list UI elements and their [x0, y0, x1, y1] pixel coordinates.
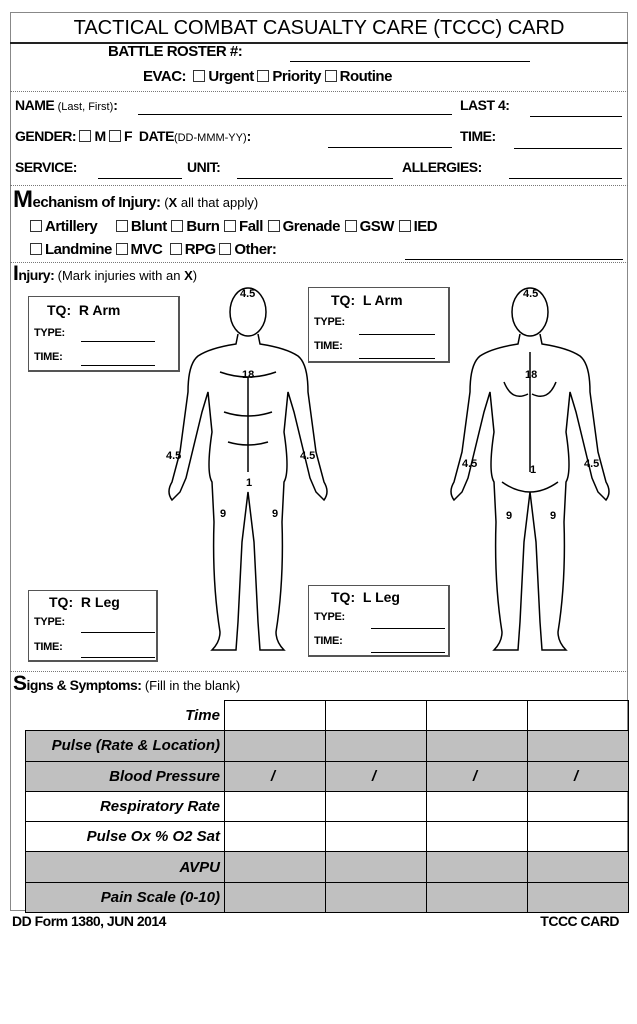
option-blunt[interactable] [116, 218, 167, 235]
cell[interactable]: / [225, 761, 326, 791]
checkbox[interactable] [116, 220, 128, 232]
gender-m-checkbox[interactable] [79, 130, 91, 142]
cell[interactable] [326, 852, 427, 882]
tq-time-field[interactable] [371, 652, 445, 653]
pct-left-arm: 4.5 [300, 450, 316, 462]
pct-arm-back-right: 4.5 [584, 458, 600, 470]
row-label: Blood Pressure [26, 761, 225, 791]
checkbox[interactable] [399, 220, 411, 232]
cell[interactable] [225, 791, 326, 821]
heading-hint: (Mark injuries with an [57, 268, 181, 283]
table-row [26, 761, 629, 791]
tq-type-field[interactable] [359, 334, 435, 335]
pct-arm-back-left: 4.5 [462, 458, 478, 470]
heading-text: njury: [18, 267, 55, 283]
checkbox[interactable] [257, 70, 269, 82]
last4-label: LAST 4: [460, 97, 510, 113]
option-grenade[interactable] [268, 218, 340, 235]
tq-label: TQ: R Arm [47, 302, 121, 318]
row-label: Respiratory Rate [26, 791, 225, 821]
time-label: TIME: [34, 351, 63, 363]
gender-label: GENDER: [15, 128, 77, 144]
option-label: Burn [186, 218, 220, 235]
evac-row [143, 68, 392, 85]
cell[interactable] [225, 731, 326, 761]
cell[interactable] [427, 852, 528, 882]
row-label: AVPU [26, 852, 225, 882]
table-row [26, 731, 629, 761]
checkbox[interactable] [268, 220, 280, 232]
vitals-table [25, 700, 629, 913]
pct-torso-back: 18 [525, 369, 538, 381]
card-title: TACTICAL COMBAT CASUALTY CARE (TCCC) CARD [10, 12, 628, 44]
cell[interactable] [326, 822, 427, 852]
option-gsw[interactable] [345, 218, 394, 235]
option-label: Routine [339, 68, 392, 85]
table-row [26, 882, 629, 912]
gender-m-label: M [94, 128, 106, 144]
option-mvc[interactable] [116, 241, 163, 258]
tq-time-field[interactable] [81, 365, 155, 366]
checkbox[interactable] [224, 220, 236, 232]
tq-type-field[interactable] [81, 341, 155, 342]
evac-label: EVAC: [143, 68, 187, 85]
tq-label: TQ: L Arm [331, 292, 403, 308]
cell[interactable] [225, 822, 326, 852]
option-label: Urgent [208, 68, 254, 85]
type-label: TYPE: [34, 616, 65, 628]
checkbox[interactable] [193, 70, 205, 82]
tq-r-arm-box [28, 296, 180, 372]
injury-heading: Injury: (Mark injuries with an X) [13, 262, 198, 285]
service-label: SERVICE: [15, 159, 77, 175]
battle-roster-field[interactable] [290, 61, 530, 62]
tq-label: TQ: L Leg [331, 589, 400, 605]
checkbox[interactable] [325, 70, 337, 82]
table-row [26, 822, 629, 852]
heading-hint: (Fill in the blank) [144, 678, 241, 693]
time-label: TIME: [314, 635, 343, 647]
cell[interactable] [427, 791, 528, 821]
pct-right-arm: 4.5 [166, 450, 182, 462]
tq-time-field[interactable] [81, 657, 155, 658]
pct-torso-front: 18 [242, 369, 255, 381]
option-label: Landmine [45, 241, 112, 258]
mechanism-options-row2 [30, 241, 276, 258]
option-label: Blunt [130, 218, 167, 235]
gender-f-label: F [124, 128, 133, 144]
checkbox[interactable] [171, 220, 183, 232]
cell[interactable] [225, 882, 326, 912]
signs-heading [13, 672, 240, 696]
heading-hint: all that apply) [180, 195, 259, 210]
other-field[interactable] [405, 259, 623, 260]
cell[interactable]: / [427, 761, 528, 791]
gender-row: GENDER: M F DATE(DD-MMM-YY): [15, 128, 251, 144]
divider [10, 91, 628, 92]
allergies-label: ALLERGIES: [402, 159, 482, 175]
option-artillery[interactable] [30, 218, 97, 235]
option-other[interactable] [219, 241, 276, 258]
tq-type-field[interactable] [371, 628, 445, 629]
option-label: IED [413, 218, 438, 235]
row-label: Time [26, 701, 225, 731]
pct-leg-back-left: 9 [506, 510, 513, 522]
option-label: Priority [272, 68, 321, 85]
evac-routine[interactable] [325, 68, 392, 85]
option-landmine[interactable] [30, 241, 112, 258]
cell[interactable] [427, 731, 528, 761]
row-label: Pulse (Rate & Location) [26, 731, 225, 761]
type-label: TYPE: [314, 611, 345, 623]
gender-f-checkbox[interactable] [109, 130, 121, 142]
name-field[interactable] [138, 114, 452, 115]
option-label: Other: [234, 241, 277, 258]
battle-roster-label: BATTLE ROSTER #: [108, 43, 243, 60]
footer-card-label: TCCC CARD [540, 913, 619, 929]
pct-head-back: 4.5 [523, 288, 539, 300]
time-label: TIME: [34, 641, 63, 653]
tq-l-arm-box [308, 287, 450, 363]
name-label: NAME (Last, First): [15, 97, 118, 113]
pct-head-front: 4.5 [240, 288, 256, 300]
checkbox[interactable] [116, 243, 128, 255]
table-row [26, 852, 629, 882]
cell[interactable] [528, 791, 629, 821]
date-field[interactable] [328, 147, 452, 148]
time-label: TIME: [460, 128, 496, 144]
pct-groin: 1 [246, 477, 253, 489]
cell[interactable] [326, 791, 427, 821]
option-label: Grenade [282, 218, 340, 235]
checkbox[interactable] [345, 220, 357, 232]
tq-type-field[interactable] [81, 632, 155, 633]
body-back-diagram[interactable] [432, 282, 632, 672]
evac-priority[interactable] [257, 68, 321, 85]
last4-field[interactable] [530, 116, 622, 117]
mechanism-options-row1 [30, 218, 437, 235]
option-label: Artillery [45, 218, 98, 235]
cell[interactable]: / [528, 761, 629, 791]
name-hint: (Last, First) [57, 101, 114, 113]
cell[interactable] [225, 852, 326, 882]
x-mark: X [168, 195, 178, 210]
tq-label: TQ: R Leg [49, 594, 120, 610]
checkbox[interactable] [170, 243, 182, 255]
cell[interactable] [326, 882, 427, 912]
tq-l-leg-box [308, 585, 450, 657]
cell[interactable] [427, 701, 528, 731]
form-number: DD Form 1380, JUN 2014 [12, 913, 166, 929]
cell[interactable] [427, 882, 528, 912]
cell[interactable] [528, 882, 629, 912]
pct-leg-back-right: 9 [550, 510, 557, 522]
type-label: TYPE: [34, 327, 65, 339]
cell[interactable] [326, 731, 427, 761]
option-label: MVC [130, 241, 163, 258]
option-label: Fall [239, 218, 263, 235]
pct-right-leg: 9 [220, 508, 227, 520]
cell[interactable] [528, 852, 629, 882]
option-rpg[interactable] [170, 241, 216, 258]
heading-initial: S [13, 672, 27, 695]
cell[interactable] [326, 701, 427, 731]
option-burn[interactable] [171, 218, 219, 235]
cell[interactable] [528, 701, 629, 731]
unit-field[interactable] [237, 178, 393, 179]
type-label: TYPE: [314, 316, 345, 328]
cell[interactable] [427, 822, 528, 852]
cell[interactable] [225, 701, 326, 731]
option-label: RPG [184, 241, 216, 258]
heading-initial: M [13, 186, 33, 213]
row-label: Pulse Ox % O2 Sat [26, 822, 225, 852]
cell[interactable] [528, 731, 629, 761]
mechanism-heading: Mechanism of Injury: (X all that apply) [13, 186, 259, 213]
checkbox[interactable] [30, 220, 42, 232]
tq-r-leg-box [28, 590, 158, 662]
table-row [26, 701, 629, 731]
time-field[interactable] [514, 148, 622, 149]
allergies-field[interactable] [509, 178, 622, 179]
row-label: Pain Scale (0-10) [26, 882, 225, 912]
table-row [26, 791, 629, 821]
service-field[interactable] [98, 178, 182, 179]
cell[interactable] [528, 822, 629, 852]
heading-text: igns & Symptoms: [26, 677, 142, 693]
checkbox[interactable] [30, 243, 42, 255]
option-label: GSW [359, 218, 394, 235]
pct-left-leg: 9 [272, 508, 279, 520]
option-ied[interactable] [399, 218, 438, 235]
heading-text: echanism of Injury: [32, 194, 161, 211]
x-mark: X [184, 268, 193, 283]
time-label: TIME: [314, 340, 343, 352]
option-fall[interactable] [224, 218, 263, 235]
checkbox[interactable] [219, 243, 231, 255]
pct-buttocks: 1 [530, 464, 537, 476]
name-text: NAME [15, 97, 55, 113]
heading-initial: I [13, 262, 19, 285]
date-hint: (DD-MMM-YY) [173, 132, 247, 144]
cell[interactable]: / [326, 761, 427, 791]
date-label: DATE [138, 128, 174, 144]
tq-time-field[interactable] [359, 358, 435, 359]
unit-label: UNIT: [187, 159, 221, 175]
evac-urgent[interactable] [193, 68, 253, 85]
